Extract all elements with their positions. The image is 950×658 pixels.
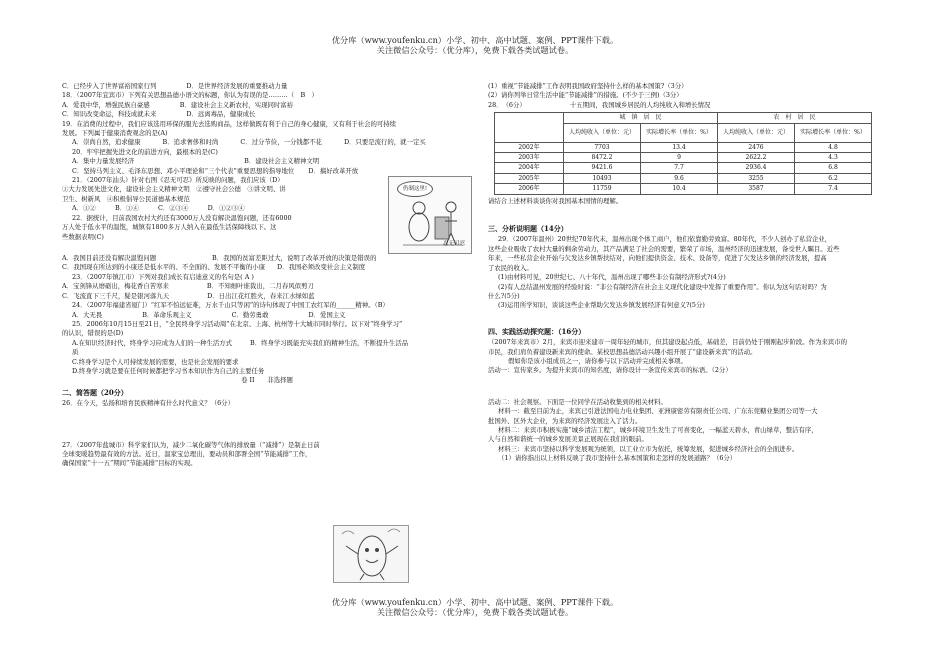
table-cell-rural-income: 2622.2 bbox=[718, 153, 795, 163]
table-header-row bbox=[495, 113, 872, 123]
option-b: B．革命乐观主义 bbox=[142, 310, 192, 319]
option-a: A．爱我中华，增强民族自豪感 bbox=[62, 100, 150, 109]
option-line bbox=[62, 311, 472, 320]
table-cell-urban-income: 7703 bbox=[564, 142, 641, 152]
option-line bbox=[62, 292, 472, 301]
table-cell-urban-growth: 7.7 bbox=[641, 163, 718, 173]
table-cell-rural-growth: 7.4 bbox=[795, 184, 872, 194]
option-b: B．我国的贫富差距过大，说明了改革开放的决策是错误的 bbox=[212, 254, 377, 263]
option-b: B．不知细叶谁裁出，二月春风似剪刀 bbox=[206, 282, 314, 291]
question-21-options: A．①② B．①④ C．②③④ D．①②③④ bbox=[72, 204, 245, 213]
header-line-2: 关注微信公众号：（优分库），免费下载各类试题试卷。 bbox=[376, 45, 574, 55]
left-column bbox=[62, 82, 472, 469]
option-c: C．坚持马列主义、毛泽东思想、邓小平理论和“三个代表”重要思想的指导地位 bbox=[72, 166, 295, 175]
question-26: 26．在今天，弘扬和培育民族精神有什么时代意义？（6分） bbox=[62, 399, 234, 408]
volume-2-heading: 卷 II 非选择题 bbox=[241, 376, 293, 385]
section-2-heading: 二、简答题（20分） bbox=[62, 387, 128, 397]
option-a: A．大无畏 bbox=[72, 310, 103, 319]
answer-space bbox=[62, 409, 472, 441]
right-column bbox=[488, 82, 888, 464]
question-25-line-2: 的认识，错误的是(D) bbox=[62, 329, 124, 338]
activity-2: 活动二：社会观察。下面是一位同学在活动收集到的相关材料。 bbox=[488, 397, 667, 406]
question-22-line-2: 万人处于低水平的温饱，城镇有1800多万人纳入在最低生活保障线以下。这 bbox=[62, 223, 277, 232]
table-cell-rural-income: 3587 bbox=[718, 184, 795, 194]
answer-space bbox=[488, 376, 888, 398]
table-cell-rural-growth: 6.8 bbox=[795, 163, 872, 173]
table-group-rural: 农 村 居 民 bbox=[718, 113, 872, 123]
option-c: C．勤劳勇敢 bbox=[231, 310, 269, 319]
activity-1: 活动一：宣传家乡。为提升来宾市的知名度，请你设计一条宣传来宾市的标语。（2分） bbox=[488, 366, 732, 375]
option-line bbox=[62, 82, 472, 91]
page-header bbox=[0, 35, 950, 55]
table-col-growth: 实际增长率（单位：%） bbox=[795, 123, 872, 142]
question-23: 23．（2007年镇江市）下列对我们成长有启迪意义的名句是( A ) bbox=[72, 272, 254, 281]
question-22-line-3: 些数据表明(C) bbox=[62, 232, 104, 241]
option-c: C．过分节俭，一分钱都不花 bbox=[240, 138, 322, 147]
option-a: A.在知识经济时代，终身学习应成为人们的一种生活方式 bbox=[72, 338, 233, 347]
table-col-income: 人均纯收入（单位：元） bbox=[718, 123, 795, 142]
table-row bbox=[495, 184, 872, 194]
option-b: B．建设社会主义新农村，实现同时富裕 bbox=[179, 100, 294, 109]
question-29-sub-3: (3)运用所学知识，谈谈这些企业帮助欠发达乡镇发展经济有何意义?(5分) bbox=[498, 301, 705, 310]
question-27-sub-2: (2）请你列举日常生活中能“节能减排”的措施。(不少于三例)（3分） bbox=[488, 91, 683, 100]
question-27-line-1: 27．（2007年盐城市）科学家们认为，减少二氧化碳等气体的排放量（“减排”）是制止日前 bbox=[62, 440, 320, 449]
option-line bbox=[62, 101, 472, 110]
table-cell-urban-income: 9421.6 bbox=[564, 163, 641, 173]
question-25-line-1: 25．2006年10月15日至21日，“全民终身学习活动周”在北京、上海、杭州等十大城市同时举行。以下对“终身学习” bbox=[72, 319, 403, 328]
question-21-line-3: 卫生、树新风 ④积极倡导公民道德基本规范 bbox=[62, 194, 190, 203]
energy-saving-cartoon bbox=[333, 525, 409, 583]
question-22-line-1: 22．据统计，目前我国农村大约还有3000万人没有解决温饱问题，还有6000 bbox=[72, 213, 292, 222]
option-c: C．飞流直下三千尺，疑是银河落九天 bbox=[62, 291, 170, 300]
section-3-heading: 三、分析说明题（14分） bbox=[488, 224, 568, 234]
option-c: C．我国现在所达到的小康还是低水平的、不全面的、发展不平衡的小康 bbox=[62, 263, 265, 272]
table-title: 十五期间，我国城乡居民的人均纯收入和增长情况 bbox=[569, 100, 711, 109]
header-line-1: 优分库（www.youfenku.cn）小学、初中、高中试题、案例、PPT课件下载。 bbox=[331, 35, 619, 45]
option-line bbox=[62, 339, 472, 348]
option-a: A．崇尚自然，追求健康 bbox=[72, 138, 141, 147]
table-question: 请结合上述材料谈谈你对我国基本国情的理解。 bbox=[488, 196, 623, 205]
material-1-line-1: 材料一：截至目前为止，来宾已引进法国电力电业集团、亚洲康密劳有限责任公司、广东东莞糖业集团公司等一大 bbox=[498, 407, 818, 416]
question-27-line-3: 确保国家“十一五”期间“节能减排”目标的实现。 bbox=[62, 459, 197, 468]
footer-line-2: 关注微信公众号：（优分库），免费下载各类试题试卷。 bbox=[376, 607, 574, 617]
table-cell-rural-growth: 6.2 bbox=[795, 173, 872, 183]
table-cell-rural-growth: 4.3 bbox=[795, 153, 872, 163]
question-29-sub-2-continued: 什么?(5分) bbox=[488, 291, 520, 300]
question-24: 24．（2007年福建省厦门）“红军不怕远征难，万水千山只等闲”的诗句体现了中国工农红军的______精神。（B） bbox=[72, 301, 389, 310]
material-1-line-2: 批国外、区外大企业，为来宾的经济发展注入了活力。 bbox=[488, 416, 642, 425]
cartoon-image bbox=[388, 176, 472, 254]
table-col-income: 人均纯收入（单位：元） bbox=[564, 123, 641, 142]
answer-space bbox=[488, 206, 888, 222]
table-group-urban: 城 镇 居 民 bbox=[564, 113, 718, 123]
table-cell-year: 2006年 bbox=[495, 184, 564, 194]
option-b: B．追求奢侈和时尚 bbox=[162, 138, 219, 147]
table-cell-urban-growth: 10.4 bbox=[641, 184, 718, 194]
question-21-line-2: ①大力发展先进文化，建设社会主义精神文明 ②遵守社会公德 ③讲文明、讲 bbox=[62, 185, 286, 194]
table-cell-year: 2004年 bbox=[495, 163, 564, 173]
option-a: A．我国目前还没有解决温饱问题 bbox=[62, 254, 157, 263]
table-cell-year: 2005年 bbox=[495, 173, 564, 183]
section-4-heading: 四、实践活动探究题：（16分） bbox=[488, 326, 586, 336]
option-d: D．只要是流行的，就一定买 bbox=[343, 138, 426, 147]
table-corner-cell bbox=[495, 113, 564, 142]
option-line bbox=[62, 157, 472, 166]
table-cell-urban-income: 11759 bbox=[564, 184, 641, 194]
question-19-line-1: 19．在消费的过程中，我们应该选用环保的服光去选购商品，这样做既有利于自己的身心健康，又有利于社会的可持续 bbox=[62, 119, 397, 128]
income-table bbox=[494, 112, 872, 194]
option-d: D．我国必须改变社会主义制度 bbox=[277, 263, 366, 272]
table-row bbox=[495, 163, 872, 173]
option-d: D．是世界经济发展的重要推动力量 bbox=[186, 82, 288, 90]
energy-saving-drawing bbox=[334, 526, 408, 582]
page-footer bbox=[0, 597, 950, 617]
option-b: B．终身学习既能充实我们的精神生活，不断提升生活品 bbox=[250, 338, 409, 347]
cartoon-speech-bubble: 仍制这里! bbox=[397, 181, 433, 197]
option-c: C．已经步入了世界富裕国家行列 bbox=[62, 82, 157, 90]
question-18: 18．（2007年宜宾市）下列有关思想品德小语文的标题，你认为有误的是………（ B ） bbox=[62, 91, 318, 100]
question-19-line-2: 发展。下列属于健康消费观念的是(A) bbox=[62, 129, 168, 138]
option-b-continued: 质 bbox=[72, 348, 79, 357]
question-28-label: 28． （6分） bbox=[488, 100, 526, 109]
table-row bbox=[495, 173, 872, 183]
question-29-line-3: 年来，一些私营企业开始与欠发达乡镇帮扶结对，向他们提供资金、技术、设备等，促进了欠发达乡镇的经济发展，提高 bbox=[488, 254, 827, 263]
table-cell-year: 2003年 bbox=[495, 153, 564, 163]
option-line bbox=[62, 263, 472, 272]
option-d: D．远离毒品，健康成长 bbox=[186, 110, 256, 119]
option-c: C．知识改变命运，科技成就未来 bbox=[62, 110, 157, 119]
table-cell-urban-income: 8472.2 bbox=[564, 153, 641, 163]
table-cell-rural-income: 3255 bbox=[718, 173, 795, 183]
option-d: D．爱国主义 bbox=[308, 310, 346, 319]
table-row bbox=[495, 142, 872, 152]
table-cell-urban-growth: 9 bbox=[641, 153, 718, 163]
option-line bbox=[62, 138, 472, 147]
option-b: B．建设社会主义精神文明 bbox=[244, 157, 320, 166]
table-cell-rural-income: 2936.4 bbox=[718, 163, 795, 173]
table-cell-year: 2002年 bbox=[495, 142, 564, 152]
material-2-line-2: 人与自然和谐统一的城乡发展美景正展现在我们的眼前。 bbox=[488, 435, 648, 444]
question-29-line-2: 这些企业吸收了农村大量的剩余劳动力，其产品满足了社会的需要，繁荣了市场，温州经济的迅速发展，备受世人瞩目。近些 bbox=[488, 244, 840, 253]
question-27-sub-1: (1）重视“节能减排”工作表明我国政府坚持什么样的基本国策?（3分） bbox=[488, 82, 688, 90]
question-27-line-2: 全球变暖趋势最有效的方法。近日，温家宝总理出，要动员和部署全国“节能减排”工作， bbox=[62, 449, 312, 458]
cartoon-caption: 忍无可忍 bbox=[442, 240, 465, 247]
material-2-line-1: 材料二：来宾市积极实施“城乡清洁工程”，城乡环境卫生发生了可喜变化，一幅蓝天碧水，青山绿草，整洁有序， bbox=[498, 425, 818, 434]
option-d: D．搞好改革开放 bbox=[308, 166, 359, 175]
table-cell-rural-growth: 4.8 bbox=[795, 142, 872, 152]
table-cell-urban-growth: 13.4 bbox=[641, 142, 718, 152]
question-30-line-1: （2007年来宾市）2月，来宾市迎来建市一周年轻的城市，但其建设起点低，基础差，目前仍处于刚刚起步阶段。作为来宾市的 bbox=[488, 338, 848, 347]
question-29-line-1: 29．（2007年温州）20世纪70年代末，温州出现个体工商户，他们依靠勤劳致富。80年代，不少人创办了私营企业， bbox=[498, 235, 832, 244]
footer-line-1: 优分库（www.youfenku.cn）小学、初中、高中试题、案例、PPT课件下载。 bbox=[331, 597, 619, 607]
question-30-line-2: 市民，我们肩负着建设新来宾的使命。某校思想品德活动兴趣小组开展了“建设新来宾”的活动。 bbox=[488, 347, 757, 356]
table-col-growth: 实际增长率（单位：%） bbox=[641, 123, 718, 142]
option-a: A．宝剑锋从磨砺出，梅花香自苦寒来 bbox=[62, 282, 169, 291]
table-row bbox=[495, 153, 872, 163]
question-29-sub-2: (2)有人总结温州发展的经验时说：“非公有制经济在社会主义现代化建设中发挥了重要作用”。你认为这句话对吗？为 bbox=[498, 282, 827, 291]
material-question: （1）请你指出以上材料反映了我市坚持什么基本国策和走怎样的发展道路？（6分） bbox=[498, 454, 737, 463]
option-line bbox=[62, 282, 472, 291]
option-a: A．集中力量发展经济 bbox=[72, 157, 135, 166]
material-3: 材料三：来宾市坚持以科学发展观为统领，以工业立市为依托，统筹发展，促进城乡经济社会的全面进步。 bbox=[498, 444, 799, 453]
table-cell-rural-income: 2476 bbox=[718, 142, 795, 152]
table-cell-urban-growth: 9.6 bbox=[641, 173, 718, 183]
table-cell-urban-income: 10493 bbox=[564, 173, 641, 183]
question-21-22-block bbox=[62, 176, 472, 254]
option-d: D．日出江花红胜火，春来江水绿如蓝 bbox=[207, 291, 315, 300]
question-21-line-1: 21．（2007年汕头）针对右图《忍无可忍》所反映的问题，我们应该（D） bbox=[72, 176, 284, 185]
option-line bbox=[62, 110, 472, 119]
question-30-line-3: 假如你是该小组成员之一，请你参与以下活动并完成相关事项。 bbox=[508, 356, 687, 365]
question-29-sub-1: (1)由材料可见，20世纪七、八十年代，温州出现了哪些非公有制经济形式?(4分) bbox=[498, 273, 726, 282]
answer-space bbox=[488, 311, 888, 325]
option-d: D.终身学习就是要在任何时候都把学习书本知识作为自己的主要任务 bbox=[72, 366, 265, 375]
option-c: C.终身学习是个人可持续发展的需要，也是社会发展的要求 bbox=[72, 357, 239, 366]
option-line bbox=[62, 167, 472, 176]
question-20: 20．牢牢把握先进文化的前进方向，最根本的是(C) bbox=[72, 147, 218, 156]
question-29-line-4: 了农民的收入。 bbox=[488, 263, 533, 272]
question-28-line bbox=[488, 101, 888, 110]
